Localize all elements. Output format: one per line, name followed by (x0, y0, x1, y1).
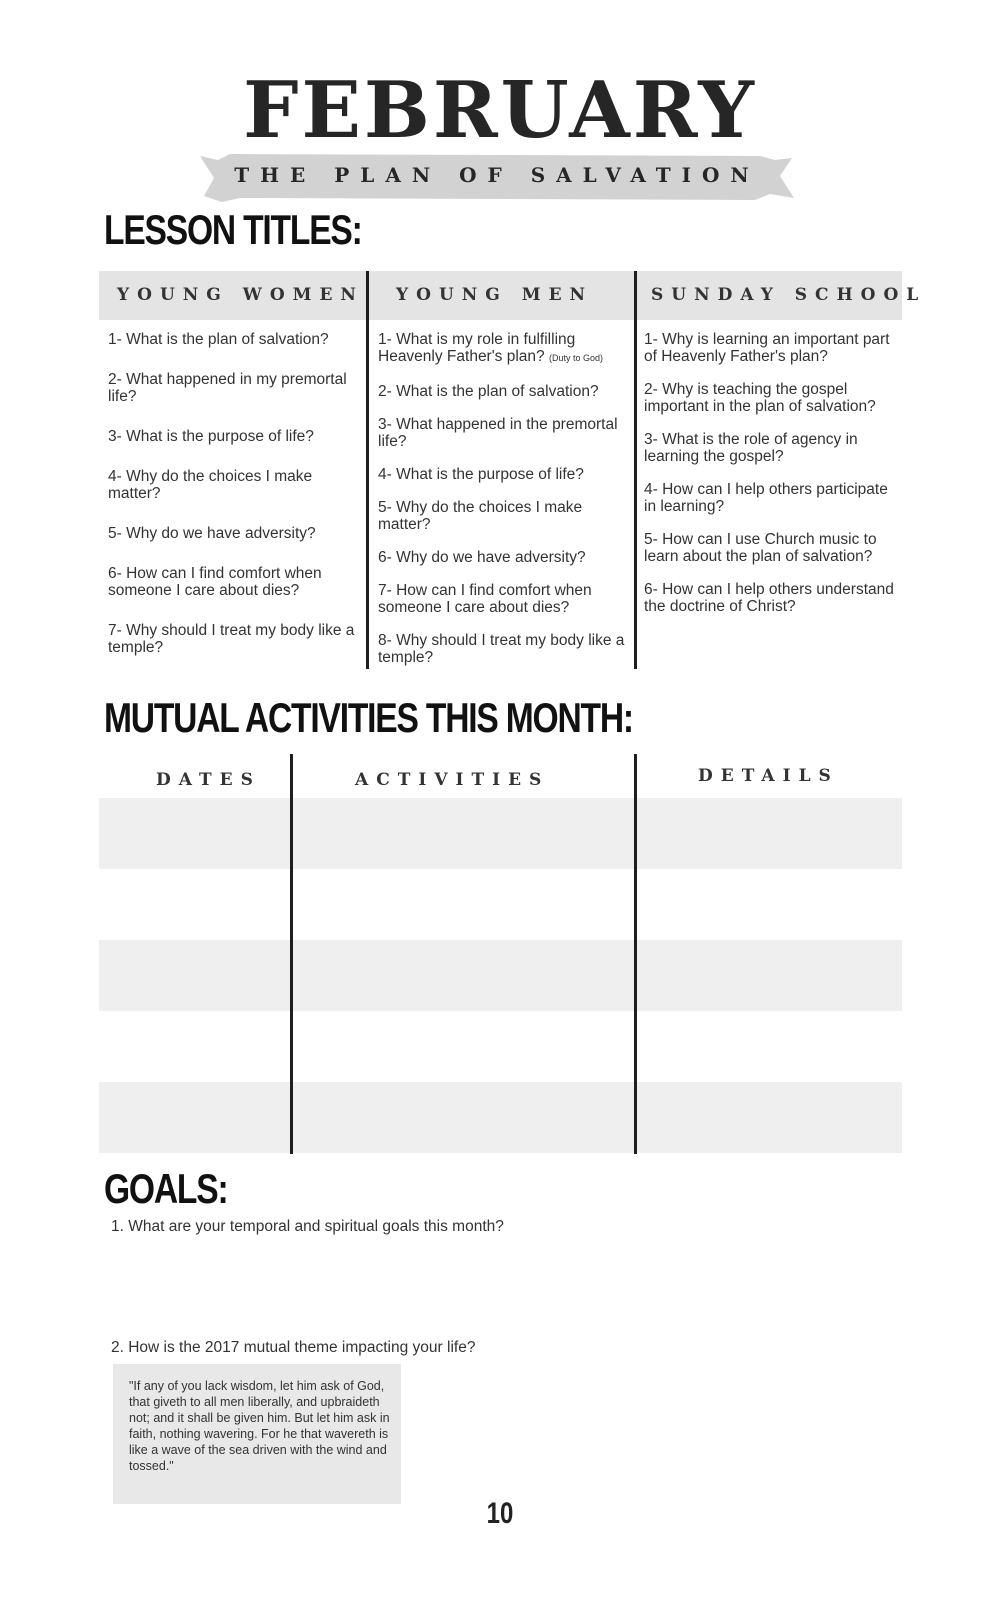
lesson-item: 5- Why do the choices I make matter? (378, 499, 583, 533)
lesson-item: 1- Why is learning an important part of Heavenly Father's plan? (644, 331, 890, 365)
young-men-lessons (378, 331, 630, 666)
lesson-item: 3- What is the purpose of life? (108, 428, 314, 445)
lesson-item: 6- Why do we have adversity? (378, 549, 586, 566)
sunday-school-header: SUNDAY SCHOOL (651, 285, 927, 305)
lesson-item: 2- What is the plan of salvation? (378, 383, 599, 400)
activity-row[interactable] (99, 869, 902, 940)
dates-header: DATES (156, 770, 261, 790)
lesson-item: 6- How can I help others understand the doctrine of Christ? (644, 581, 894, 615)
lesson-item: 4- What is the purpose of life? (378, 466, 584, 483)
activities-header: ACTIVITIES (355, 770, 550, 790)
goal-question-1: 1. What are your temporal and spiritual goals this month? (111, 1218, 504, 1235)
activity-row[interactable] (99, 940, 902, 1011)
lesson-item: 1- What is the plan of salvation? (108, 331, 329, 348)
details-header: DETAILS (698, 766, 839, 786)
activity-row[interactable] (99, 798, 902, 869)
young-men-header: YOUNG MEN (396, 285, 594, 305)
lesson-item: 3- What happened in the premortal life? (378, 416, 618, 450)
lesson-item: 2- Why is teaching the gospel important in the plan of salvation? (644, 381, 876, 415)
subtitle-ribbon (200, 154, 794, 202)
lesson-item: 5- How can I use Church music to learn about the plan of salvation? (644, 531, 877, 565)
lesson-titles-heading: LESSON TITLES: (104, 206, 362, 253)
lesson-item: 7- How can I find comfort when someone I care about dies? (378, 582, 592, 616)
activity-row[interactable] (99, 1011, 902, 1082)
lesson-item: 7- Why should I treat my body like a temple? (108, 622, 355, 656)
goal-question-2: 2. How is the 2017 mutual theme impacting your life? (111, 1339, 476, 1356)
page-number: 10 (486, 1497, 514, 1530)
lesson-item: 3- What is the role of agency in learning the gospel? (644, 431, 858, 465)
lesson-item: 6- How can I find comfort when someone I care about dies? (108, 565, 322, 599)
subtitle: THE PLAN OF SALVATION (234, 163, 760, 187)
activity-row[interactable] (99, 1082, 902, 1153)
duty-to-god-note: (Duty to God) (548, 353, 604, 363)
lesson-item-text: 1- What is my role in fulfilling Heavenly Father's plan? (378, 331, 576, 365)
activities-heading: MUTUAL ACTIVITIES THIS MONTH: (104, 694, 633, 741)
scripture-quote-box (113, 1364, 401, 1504)
young-women-lessons (108, 331, 358, 656)
lesson-item: 2- What happened in my premortal life? (108, 371, 347, 405)
month-title: FEBRUARY (243, 65, 757, 156)
lesson-item: 5- Why do we have adversity? (108, 525, 316, 542)
goals-heading: GOALS: (104, 1165, 228, 1212)
sunday-school-lessons (644, 331, 894, 615)
lesson-item: 8- Why should I treat my body like a temple? (378, 632, 625, 666)
scripture-quote: "If any of you lack wisdom, let him ask of God, that giveth to all men liberally, and upbraideth not; and it shall be given him. But let him ask in faith, nothing wavering. For he that wavereth is like a wave of the sea driven with the wind and tossed." (129, 1379, 390, 1473)
activity-divider-1 (290, 754, 293, 1154)
activity-divider-2 (634, 754, 637, 1154)
lesson-item: 4- How can I help others participate in learning? (644, 481, 888, 515)
lesson-divider-2 (634, 271, 637, 669)
young-women-header: YOUNG WOMEN (117, 285, 364, 305)
lesson-divider-1 (366, 271, 369, 669)
lesson-item: 4- Why do the choices I make matter? (108, 468, 313, 502)
lesson-item-with-note (378, 331, 630, 367)
